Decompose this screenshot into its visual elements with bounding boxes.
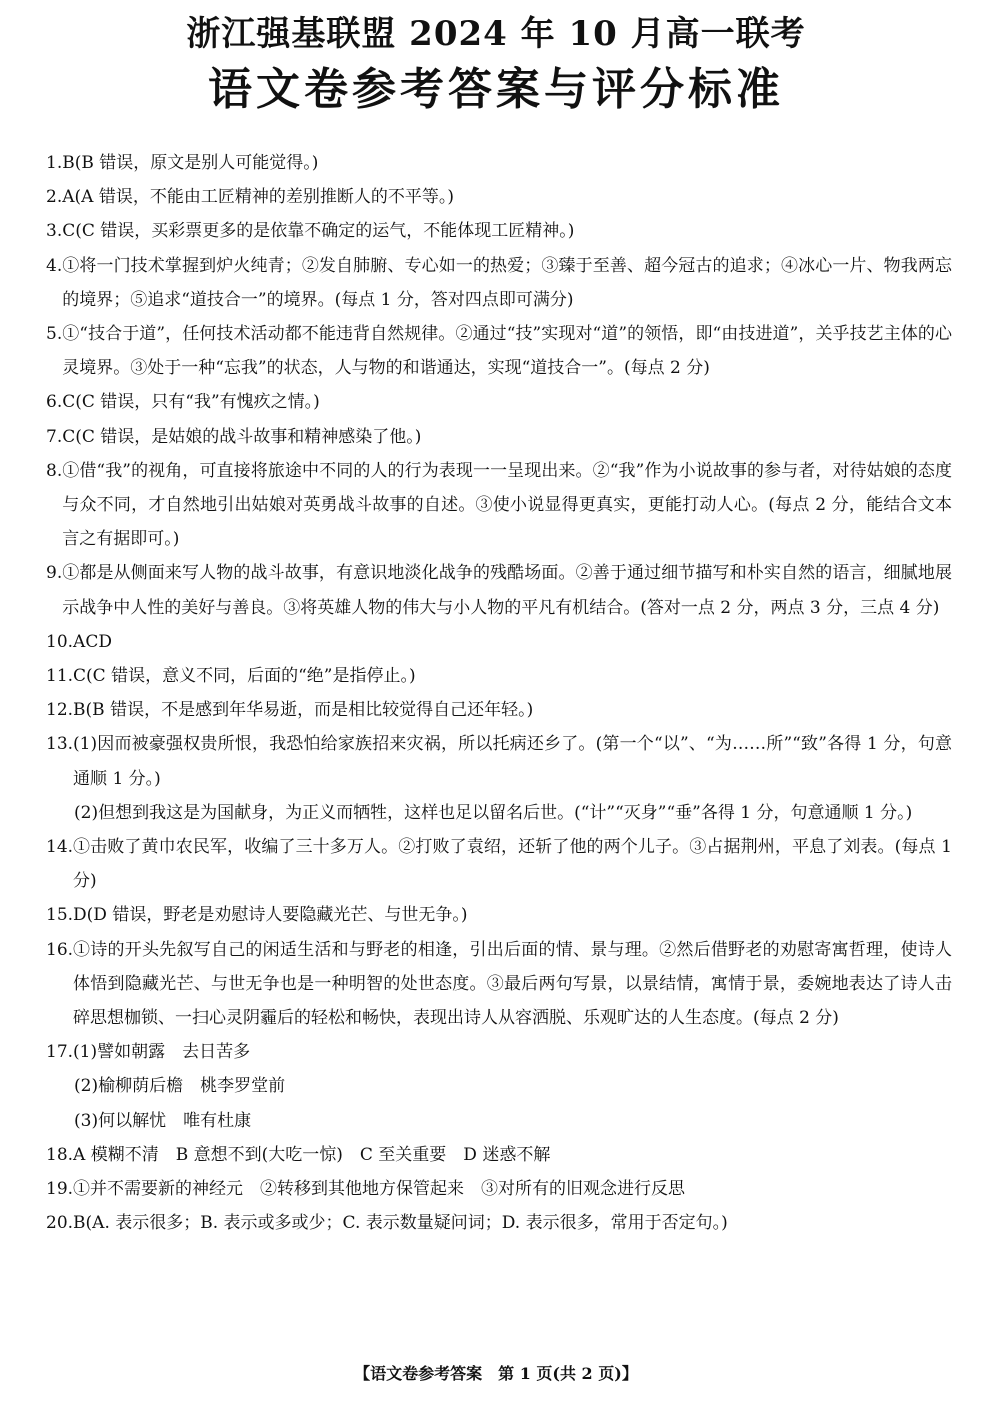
answer-text: A(A 错误，不能由工匠精神的差别推断人的不平等。) [62,187,454,208]
answer-item-7 [46,420,952,454]
answer-text: ①并不需要新的神经元 ②转移到其他地方保管起来 ③对所有的旧观念进行反思 [73,1179,686,1200]
answer-number: 9. [46,563,63,584]
answer-item-14 [46,830,952,898]
answer-item-1 [46,146,952,180]
answer-number: 15. [46,905,74,926]
answer-text: ①诗的开头先叙写自己的闲适生活和与野老的相逢，引出后面的情、景与理。②然后借野老的劝慰寄寓哲理，使诗人体悟到隐藏光芒、与世无争也是一种明智的处世态度。③最后两句写景，以景结情，寓情于景，委婉地表达了诗人击碎思想枷锁、一扫心灵阴霾后的轻松和畅快，表现出诗人从容洒脱、乐观旷达的人生态度。(每点 2 分) [73,939,952,1029]
answer-text: C(C 错误，意义不同，后面的“绝”是指停止。) [73,666,416,687]
answer-item-11 [46,659,952,693]
answer-text: (1)譬如朝露 去日苦多 [73,1042,251,1063]
answer-subitem: (2)榆柳荫后檐 桃李罗堂前 [74,1076,286,1097]
answer-list [46,146,952,1241]
answer-item-10 [46,625,952,659]
answer-item-13 [46,727,952,795]
answer-number: 18. [46,1144,74,1165]
answer-number: 16. [46,939,74,960]
answer-text: ①将一门技术掌握到炉火纯青；②发自肺腑、专心如一的热爱；③臻于至善、超今冠古的追求；④冰心一片、物我两忘的境界；⑤追求“道技合一”的境界。(每点 1 分，答对四点即可满分) [62,255,952,310]
answer-item-17 [46,1035,952,1069]
exam-title: 浙江强基联盟 2024 年 10 月高一联考 [186,14,806,54]
answer-text: B(B 错误，不是感到年华易逝，而是相比较觉得自己还年轻。) [73,700,534,721]
answer-number: 6. [46,392,63,413]
answer-item-8 [46,454,952,557]
answer-text: D(D 错误，野老是劝慰诗人要隐藏光芒、与世无争。) [73,905,468,926]
answer-text: B(B 错误，原文是别人可能觉得。) [62,153,319,173]
answer-number: 13. [46,734,74,755]
answer-text: ACD [73,631,112,652]
answer-item-9 [46,556,952,624]
answer-number: 17. [46,1042,74,1063]
answer-text: B(A. 表示很多；B. 表示或多或少；C. 表示数量疑问词；D. 表示很多，常用于否定句。) [73,1213,728,1234]
answer-text: ①击败了黄巾农民军，收编了三十多万人。②打败了袁绍，还斩了他的两个儿子。③占据荆州，平息了刘表。(每点 1 分) [73,837,952,892]
answer-number: 12. [46,700,74,721]
answer-text: ①借“我”的视角，可直接将旅途中不同的人的行为表现一一呈现出来。②“我”作为小说故事的参与者，对待姑娘的态度与众不同，才自然地引出姑娘对英勇战斗故事的自述。③使小说显得更真实，更能打动人心。(每点 2 分，能结合文本言之有据即可。) [62,460,952,550]
answer-item-16 [46,933,952,1036]
answer-number: 10. [46,631,74,652]
answer-text: C(C 错误，只有“我”有愧疚之情。) [62,392,320,413]
answer-number: 4. [46,255,63,276]
answer-number: 1. [46,153,63,173]
answer-text: ①都是从侧面来写人物的战斗故事，有意识地淡化战争的残酷场面。②善于通过细节描写和朴实自然的语言，细腻地展示战争中人性的美好与善良。③将英雄人物的伟大与小人物的平凡有机结合。(答对一点 2 分，两点 3 分，三点 4 分) [62,563,952,618]
answer-text: C(C 错误，买彩票更多的是依靠不确定的运气，不能体现工匠精神。) [62,221,575,242]
answer-item-15 [46,898,952,932]
answer-number: 8. [46,460,63,481]
answer-item-3 [46,214,952,248]
answer-item-6 [46,385,952,419]
answer-item-18 [46,1138,952,1172]
answer-subitem: (3)何以解忧 唯有杜康 [74,1110,252,1131]
answer-number: 3. [46,221,63,242]
answer-subitem: (2)但想到我这是为国献身，为正义而牺牲，这样也足以留名后世。(“计”“灭身”“垂”各得 1 分，句意通顺 1 分。) [74,802,913,823]
answer-text: ①“技合于道”，任何技术活动都不能违背自然规律。②通过“技”实现对“道”的领悟，即“由技进道”，关乎技艺主体的心灵境界。③处于一种“忘我”的状态，人与物的和谐通达，实现“道技合一”。(每点 2 分) [62,324,952,379]
answer-number: 11. [46,666,74,687]
answer-text: (1)因而被豪强权贵所恨，我恐怕给家族招来灾祸，所以托病还乡了。(第一个“以”、“为……所”“致”各得 1 分，句意通顺 1 分。) [73,734,952,789]
answer-item-2 [46,180,952,214]
document-title: 语文卷参考答案与评分标准 [208,64,784,115]
answer-item-20 [46,1206,952,1240]
answer-item-12 [46,693,952,727]
answer-item-4 [46,249,952,317]
answer-number: 19. [46,1179,74,1200]
answer-number: 20. [46,1213,74,1234]
page-footer: 【语文卷参考答案 第 1 页(共 2 页)】 [354,1364,638,1383]
answer-item-5 [46,317,952,385]
answer-number: 14. [46,837,74,858]
answer-text: A 模糊不清 B 意想不到(大吃一惊) C 至关重要 D 迷惑不解 [73,1144,551,1165]
answer-text: C(C 错误，是姑娘的战斗故事和精神感染了他。) [62,426,422,447]
answer-number: 7. [46,426,63,447]
answer-item-19 [46,1172,952,1206]
answer-number: 5. [46,324,63,345]
answer-number: 2. [46,187,63,208]
